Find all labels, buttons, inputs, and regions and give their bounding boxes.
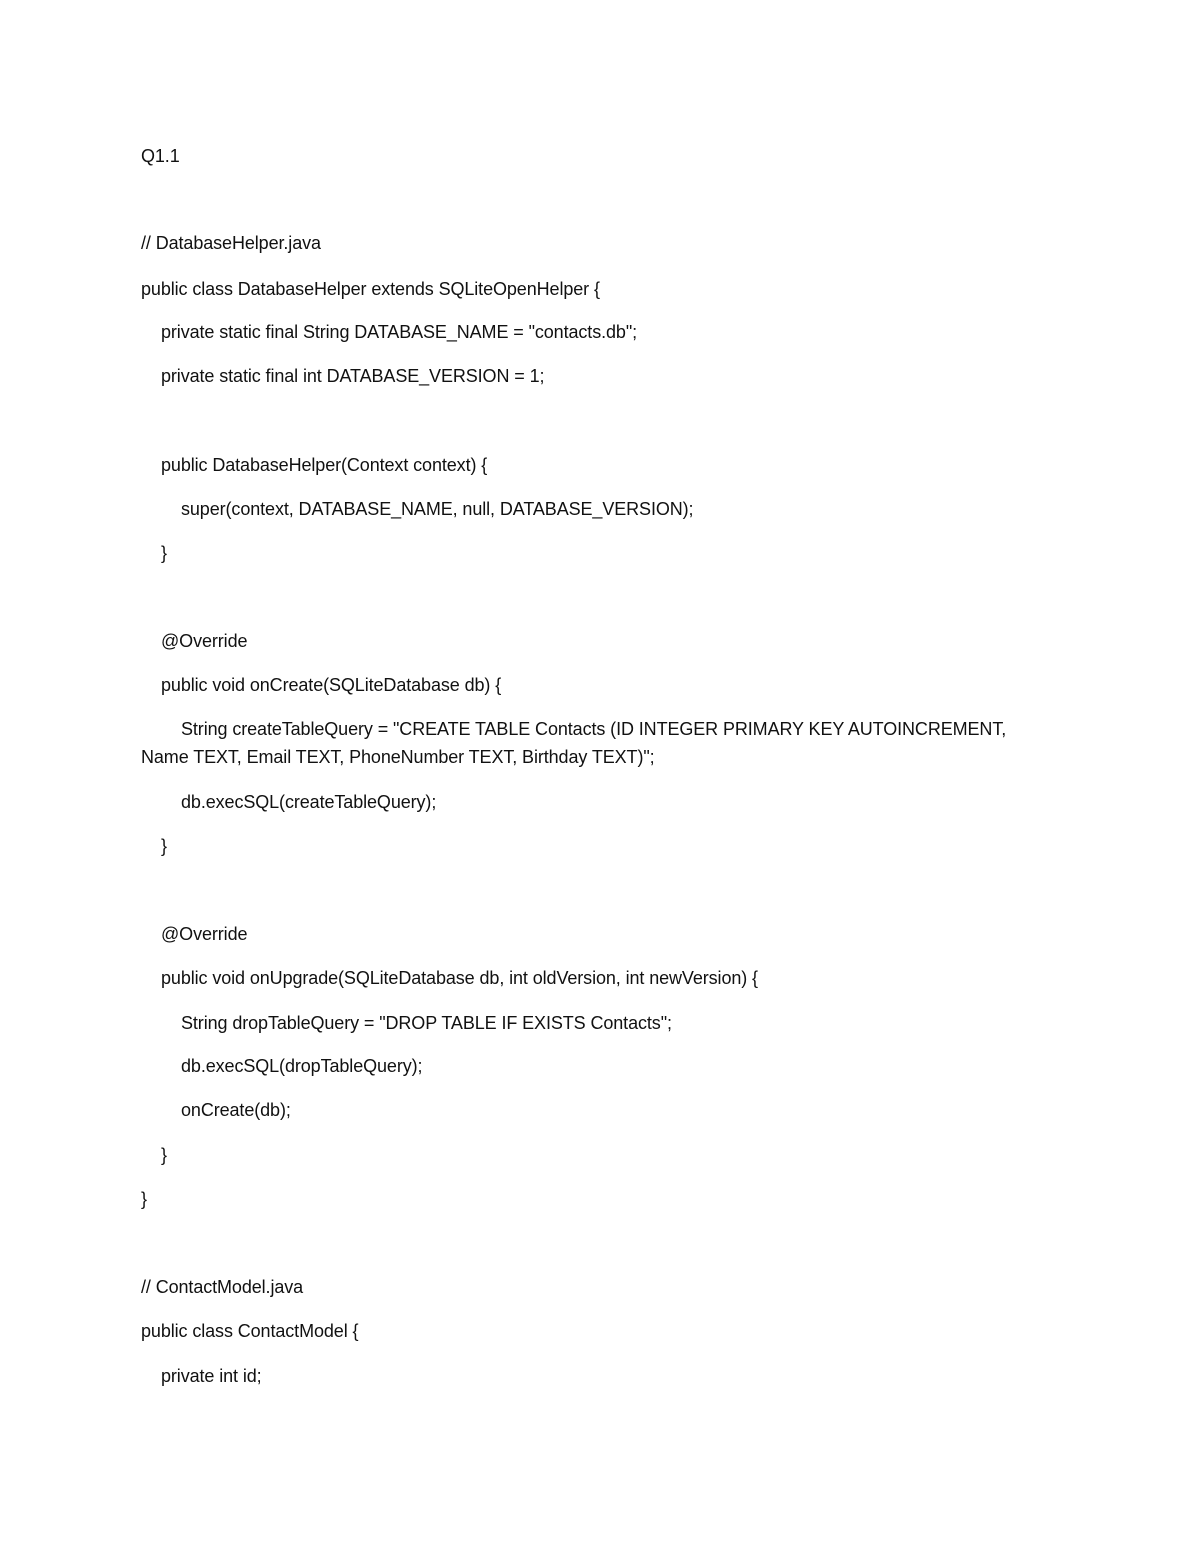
code-line-database-name: private static final String DATABASE_NAME = "contacts.db"; <box>161 322 638 342</box>
code-line-oncreate-call: onCreate(db); <box>181 1100 291 1120</box>
code-line-annotation: @Override <box>161 924 248 944</box>
code-line-closing-brace: } <box>161 543 167 563</box>
code-line-class-closing-brace: } <box>141 1189 147 1209</box>
code-line-onupgrade: public void onUpgrade(SQLiteDatabase db, int oldVersion, int newVersion) { <box>161 968 758 988</box>
code-line-drop-query: String dropTableQuery = "DROP TABLE IF EXISTS Contacts"; <box>181 1013 672 1033</box>
code-line-database-version: private static final int DATABASE_VERSION = 1; <box>161 366 545 386</box>
code-line-execsql-drop: db.execSQL(dropTableQuery); <box>181 1056 423 1076</box>
code-comment-file-name: // DatabaseHelper.java <box>141 233 321 253</box>
code-line-field-id: private int id; <box>161 1366 262 1386</box>
code-line-constructor: public DatabaseHelper(Context context) { <box>161 455 488 475</box>
code-line-super-call: super(context, DATABASE_NAME, null, DATABASE_VERSION); <box>181 499 694 519</box>
code-line-execsql-create: db.execSQL(createTableQuery); <box>181 792 437 812</box>
code-line-closing-brace: } <box>161 836 167 856</box>
code-line-create-query: String createTableQuery = "CREATE TABLE Contacts (ID INTEGER PRIMARY KEY AUTOINCREMENT, <box>181 719 1007 739</box>
code-line-oncreate: public void onCreate(SQLiteDatabase db) { <box>161 675 502 695</box>
code-line-annotation: @Override <box>161 631 248 651</box>
code-comment-file-name: // ContactModel.java <box>141 1277 304 1297</box>
code-line-class-declaration: public class ContactModel { <box>141 1321 359 1341</box>
code-line-create-query-continued: Name TEXT, Email TEXT, PhoneNumber TEXT, Birthday TEXT)"; <box>141 747 655 767</box>
code-line-closing-brace: } <box>161 1145 167 1165</box>
question-heading: Q1.1 <box>141 146 180 166</box>
code-line-class-declaration: public class DatabaseHelper extends SQLiteOpenHelper { <box>141 279 600 299</box>
